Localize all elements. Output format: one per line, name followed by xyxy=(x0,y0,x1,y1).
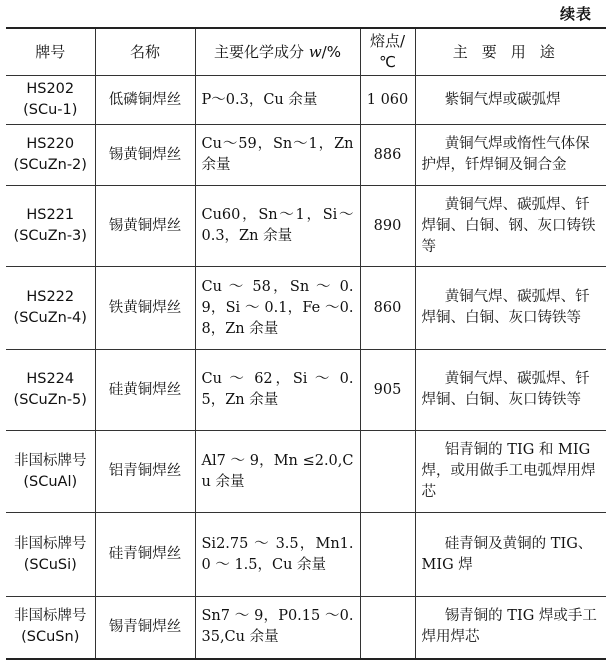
cell-melting-point: 860 xyxy=(360,267,415,350)
grade-number: HS224 xyxy=(26,371,75,387)
cell-name: 低磷铜焊丝 xyxy=(95,76,195,125)
cell-composition: Cu～59，Sn～1，Zn 余量 xyxy=(195,125,360,186)
cell-grade xyxy=(6,267,95,350)
cell-use: 硅青铜及黄铜的 TIG、MIG 焊 xyxy=(415,513,606,597)
header-composition-suffix: /% xyxy=(321,42,341,61)
table-row xyxy=(6,76,606,125)
grade-code: (SCuSn) xyxy=(21,629,80,646)
cell-melting-point xyxy=(360,513,415,597)
grade-number: 非国标牌号 xyxy=(14,535,87,552)
header-name: 名称 xyxy=(95,28,195,76)
cell-composition: Cu ～ 62，Si ～ 0.5，Zn 余量 xyxy=(195,350,360,431)
header-composition-prefix: 主要化学成分 xyxy=(214,42,309,61)
copper-wire-spec-table xyxy=(6,27,606,660)
cell-name: 铝青铜焊丝 xyxy=(95,431,195,513)
cell-name: 锡青铜焊丝 xyxy=(95,597,195,659)
cell-melting-point: 1 060 xyxy=(360,76,415,125)
cell-grade xyxy=(6,431,95,513)
cell-composition: Sn7 ～ 9，P0.15 ～0.35,Cu 余量 xyxy=(195,597,360,659)
cell-grade xyxy=(6,125,95,186)
header-composition-symbol: w xyxy=(308,42,322,61)
table-body xyxy=(6,76,606,659)
table-header xyxy=(6,28,606,76)
cell-name: 硅青铜焊丝 xyxy=(95,513,195,597)
table-row xyxy=(6,267,606,350)
cell-composition: Cu60，Sn～1，Si～0.3，Zn 余量 xyxy=(195,186,360,267)
cell-name: 硅黄铜焊丝 xyxy=(95,350,195,431)
cell-grade xyxy=(6,513,95,597)
cell-melting-point: 905 xyxy=(360,350,415,431)
grade-number: 非国标牌号 xyxy=(14,452,87,469)
cell-name: 锡黄铜焊丝 xyxy=(95,125,195,186)
cell-name: 锡黄铜焊丝 xyxy=(95,186,195,267)
grade-code: (SCuAl) xyxy=(23,473,78,490)
cell-melting-point xyxy=(360,597,415,659)
table-row xyxy=(6,431,606,513)
cell-melting-point xyxy=(360,431,415,513)
cell-melting-point: 886 xyxy=(360,125,415,186)
grade-code: (SCuZn-4) xyxy=(13,310,87,326)
cell-composition: P～0.3，Cu 余量 xyxy=(195,76,360,125)
table-row xyxy=(6,597,606,659)
header-grade: 牌号 xyxy=(6,28,95,76)
grade-number: HS220 xyxy=(26,136,75,152)
cell-melting-point: 890 xyxy=(360,186,415,267)
table-row xyxy=(6,513,606,597)
grade-number: HS202 xyxy=(26,81,75,97)
header-composition xyxy=(195,28,360,76)
cell-use: 黄铜气焊或惰性气体保护焊，钎焊铜及铜合金 xyxy=(415,125,606,186)
cell-grade xyxy=(6,186,95,267)
table-row xyxy=(6,125,606,186)
table-row xyxy=(6,350,606,431)
cell-use: 铝青铜的 TIG 和 MIG 焊，或用做手工电弧焊用焊芯 xyxy=(415,431,606,513)
grade-code: (SCuSi) xyxy=(23,556,77,573)
cell-composition: Cu ～ 58，Sn ～ 0.9，Si ～ 0.1，Fe ～0.8，Zn 余量 xyxy=(195,267,360,350)
table-row xyxy=(6,186,606,267)
continued-caption: 续表 xyxy=(559,5,592,23)
grade-number: HS221 xyxy=(26,207,75,223)
header-melting-point xyxy=(360,28,415,76)
grade-number: HS222 xyxy=(26,289,75,305)
cell-name: 铁黄铜焊丝 xyxy=(95,267,195,350)
cell-grade xyxy=(6,350,95,431)
header-use: 主要用途 xyxy=(415,28,606,76)
cell-use: 紫铜气焊或碳弧焊 xyxy=(415,76,606,125)
cell-grade xyxy=(6,597,95,659)
cell-grade xyxy=(6,76,95,125)
cell-use: 黄铜气焊、碳弧焊、钎焊铜、白铜、钢、灰口铸铁等 xyxy=(415,186,606,267)
cell-use: 锡青铜的 TIG 焊或手工焊用焊芯 xyxy=(415,597,606,659)
header-row xyxy=(6,28,606,76)
header-melting-line2: ℃ xyxy=(379,53,396,71)
grade-code: (SCuZn-5) xyxy=(13,392,87,408)
grade-code: (SCu-1) xyxy=(23,102,78,118)
header-melting-line1: 熔点/ xyxy=(369,32,406,50)
cell-use: 黄铜气焊、碳弧焊、钎焊铜、白铜、灰口铸铁等 xyxy=(415,350,606,431)
cell-use: 黄铜气焊、碳弧焊、钎焊铜、白铜、灰口铸铁等 xyxy=(415,267,606,350)
grade-number: 非国标牌号 xyxy=(14,608,87,625)
cell-composition: Si2.75 ～ 3.5，Mn1.0 ～ 1.5，Cu 余量 xyxy=(195,513,360,597)
grade-code: (SCuZn-2) xyxy=(13,157,87,173)
grade-code: (SCuZn-3) xyxy=(13,228,87,244)
cell-composition: Al7 ～ 9，Mn ≤2.0,Cu 余量 xyxy=(195,431,360,513)
